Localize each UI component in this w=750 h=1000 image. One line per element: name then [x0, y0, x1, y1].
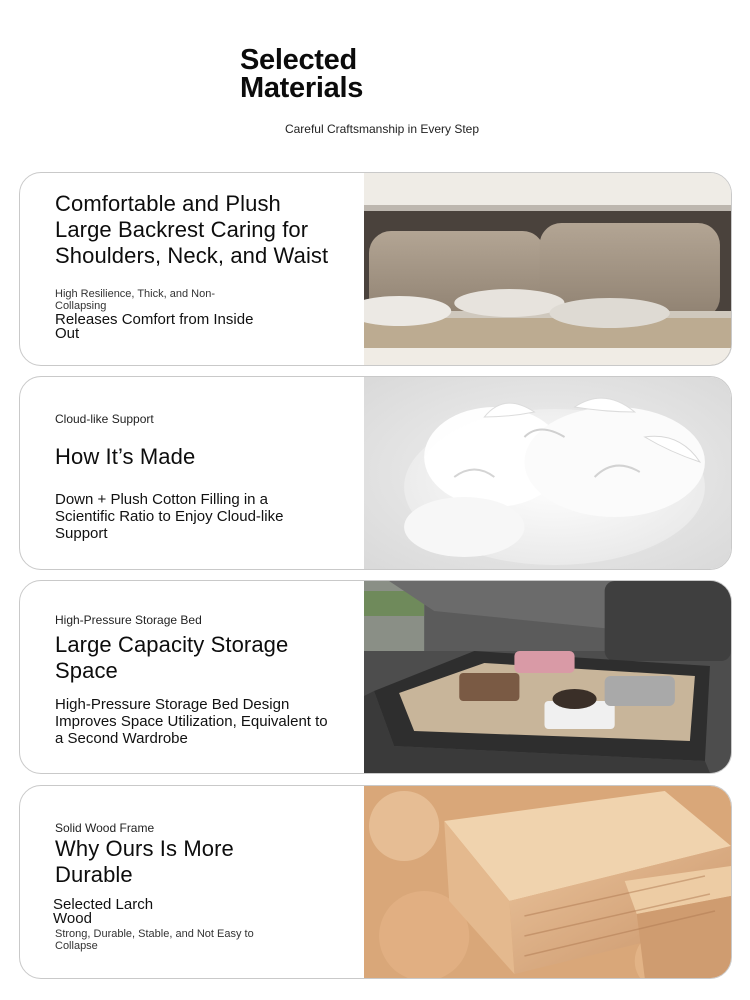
feature-card-filling — [19, 376, 732, 570]
card-tag: Cloud-like Support — [55, 412, 154, 426]
card-text — [20, 377, 363, 569]
page-title — [240, 46, 363, 102]
page-title-line1: Selected — [240, 44, 357, 76]
card-detail-small: Strong, Durable, Stable, and Not Easy to Collapse — [55, 928, 254, 952]
card-detail: Down + Plush Cotton Filling in a Scientific Ratio to Enjoy Cloud-like Support — [55, 491, 284, 542]
card-detail: Selected Larch Wood — [53, 896, 154, 927]
page-title-line2: Materials — [240, 72, 364, 104]
card-heading: Large Capacity Storage Space — [55, 632, 289, 683]
bed-backrest-photo — [364, 173, 731, 365]
card-heading: Comfortable and Plush Large Backrest Caring for Shoulders, Neck, and Waist — [55, 191, 329, 268]
card-text — [20, 786, 363, 978]
card-detail: Releases Comfort from Inside Out — [55, 311, 254, 342]
card-heading: How It’s Made — [55, 444, 196, 469]
feature-card-backrest — [19, 172, 732, 366]
card-tag: High-Pressure Storage Bed — [55, 613, 202, 627]
card-detail-small: High Resilience, Thick, and Non-Collapsing — [55, 288, 215, 312]
feather-down-photo — [364, 377, 731, 569]
page-subtitle: Careful Craftsmanship in Every Step — [284, 122, 480, 136]
card-heading: Why Ours Is More Durable — [55, 836, 234, 887]
card-detail: High-Pressure Storage Bed Design Improves Space Utilization, Equivalent to a Second Wardrobe — [55, 696, 328, 747]
larch-wood-photo — [364, 786, 731, 978]
card-text — [20, 173, 363, 365]
storage-bed-photo — [364, 581, 731, 773]
feature-card-storage — [19, 580, 732, 774]
feature-card-wood — [19, 785, 732, 979]
card-tag: Solid Wood Frame — [55, 821, 155, 835]
card-text — [20, 581, 363, 773]
